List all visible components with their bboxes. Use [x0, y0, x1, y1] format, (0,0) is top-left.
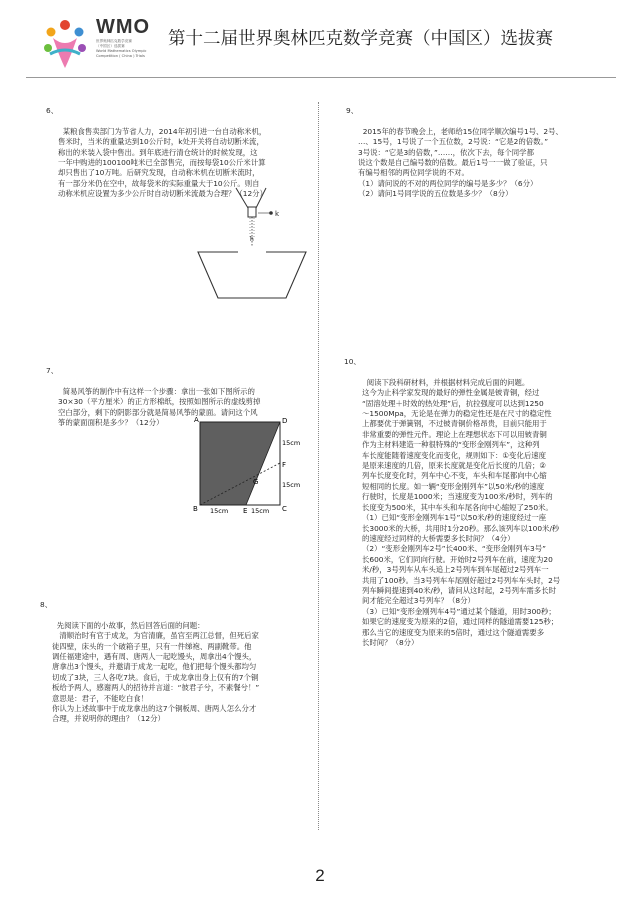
question-number: 9、	[346, 106, 359, 115]
label-G: G	[253, 478, 259, 486]
label-C: C	[282, 505, 287, 513]
question-number: 10、	[344, 357, 361, 366]
label-15cm-right-bottom: 15cm	[282, 481, 301, 489]
label-B: B	[193, 505, 198, 513]
column-divider	[318, 102, 319, 830]
label-E: E	[243, 507, 248, 515]
logo-subtitle: 世界奥林匹克数学竞赛 （中国区）选拔赛 World Mathematics Olympic Competition ( China ) Trials	[96, 39, 147, 58]
kite-shaded-area	[200, 422, 280, 505]
question-9	[346, 106, 616, 200]
question-text: 2015年的春节晚会上，老师给15位同学顺次编号1号、2号、 …、15号，1号说了一个五位数，2号说：“它是2的倍数。” 3号说：“它是3的倍数，”……，依次下去，每个同学都 说这个数是自己编号数的倍数。最后1号一一做了验证，只 有编号相邻的两位同学说的不对。 （1）请问说的不对的两位同学的编号是多少？（6分） （2）请问1号同学说的五位数是多少？（8分）	[358, 126, 563, 199]
question-number: 6、	[46, 106, 59, 115]
label-k: k	[275, 210, 280, 218]
header-rule	[26, 77, 616, 78]
question-8	[40, 600, 312, 725]
label-h: h	[250, 236, 254, 243]
wmo-logo-icon	[40, 18, 90, 70]
label-15cm-bottom-right: 15cm	[251, 507, 270, 515]
rice-machine-diagram	[178, 180, 318, 340]
question-text: 某粮食售卖部门为节省人力，2014年初引进一台自动称米机， 售米时，当米的重量达到10公斤时，k处开关将自动切断米流， 称出的米装入袋中售出。到年底进行清仓统计的时候发现，这 一年中购进的100100吨米已全部售完，而按每袋10公斤米计算 却只售出了10万吨。后研究发现，自动称米机在切断米流时， 有一部分米仍在空中，故每袋米的实际重量大于10公斤。则自 动称米机应设置为多少公斤时自动切断米流最为合理？（12分）	[58, 126, 267, 199]
kite-diagram	[185, 412, 315, 522]
logo-wordmark: WMO	[96, 16, 151, 38]
question-number: 8、	[40, 600, 53, 609]
question-number: 7、	[46, 366, 59, 375]
label-15cm-right-top: 15cm	[282, 439, 301, 447]
page-number: 2	[315, 866, 325, 885]
label-F: F	[282, 461, 287, 469]
question-10	[344, 357, 616, 648]
page-title: 第十二届世界奥林匹克数学竞赛（中国区）选拔赛	[168, 29, 553, 49]
label-15cm-bottom-left: 15cm	[210, 507, 229, 515]
question-text: 阅读下段科研材料，并根据材料完成后面的问题。 这今为止科学家发现的最好的弹性金属是铍青铜，经过 “固溶处理＋时效的热处理”后，抗拉强度可以达到1250 ～1500Mpa，无论是在弹力的稳定性还是在尺寸的稳定性 上都要优于弹簧钢，不过铍青铜价格昂贵，目前只能用于 非常重要的弹性元件。理论上在理想状态下可以用铍青铜 作为主材料建造一种很特殊的“变形金刚列车”，这种列 车长度能随着速度变化而变化，规则如下：①变化后速度 是原来速度的几倍，原来长度就是变化后长度的几倍；② 列车长度变化时，列车中心不变，车头和车尾都向中心缩 短相同的长度。如一辆“变形金刚列车”以50米/秒的速度 行驶时，长度是1000米；当速度变为100米/秒时，列车的 长度变为500米，其中车头和车尾各向中心缩短了250米。 （1）已知“变形金刚列车1号”以50米/秒的速度经过一座 长3000米的大桥，共用时1分20秒。那么该列车以100米/秒 的速度经过同样的大桥需要多长时间？（4分） （2）“变形金刚列车2号”长400米、“变形金刚列车3号” 长600米，它们同向行驶。开始时2号列车在前，速度为20 米/秒，3号列车从车头追上2号列车到车尾超过2号列车一 共用了100秒。当3号列车车尾刚好超过2号列车车头时，2号 列车瞬间提速到40米/秒，请问从这时起，2号列车需多长时 间才能完全超过3号列车？（8分） （3）已知“变形金刚列车4号”通过某个隧道，用时300秒； 如果它的速度变为原来的2倍，通过同样的隧道需要125秒； 那么当它的速度变为原来的5倍时，通过这个隧道需要多 长时间？（8分）	[362, 377, 561, 647]
question-text: 简易风筝的制作中有这样一个步骤：拿出一张如下图所示的 30×30（平方厘米）的正方形棉纸，按照如图所示的虚线剪掉 空白部分，剩下的阴影部分就是简易风筝的蒙面。请问这个风 筝的蒙面面积是多少？（12分）	[58, 386, 261, 428]
question-text: 先阅读下面的小故事，然后回答后面的问题： 清顺治时有官于成龙，为官清廉，虽官至两江总督，但死后家 徒四壁，床头的一个破箱子里，只有一件绨袍、两副靴带。他 调任福建途中，遇有周、唐两人一起吃馒头，周拿出4个馒头， 唐拿出3个馒头，并邀请于成龙一起吃，他们把每个馒头都均匀 切成了3块，三人各吃7块。食后，于成龙拿出身上仅有的7个铜 板给予两人，感谢两人的招待并言道：“彼君子兮，不素餐兮！” 意思是：君子，不能吃白食！ 你认为上述故事中于成龙拿出的这7个铜板周、唐两人怎么分才 合理，并说明你的理由？（12分）	[52, 620, 260, 724]
label-D: D	[282, 417, 288, 425]
label-A: A	[194, 416, 199, 424]
